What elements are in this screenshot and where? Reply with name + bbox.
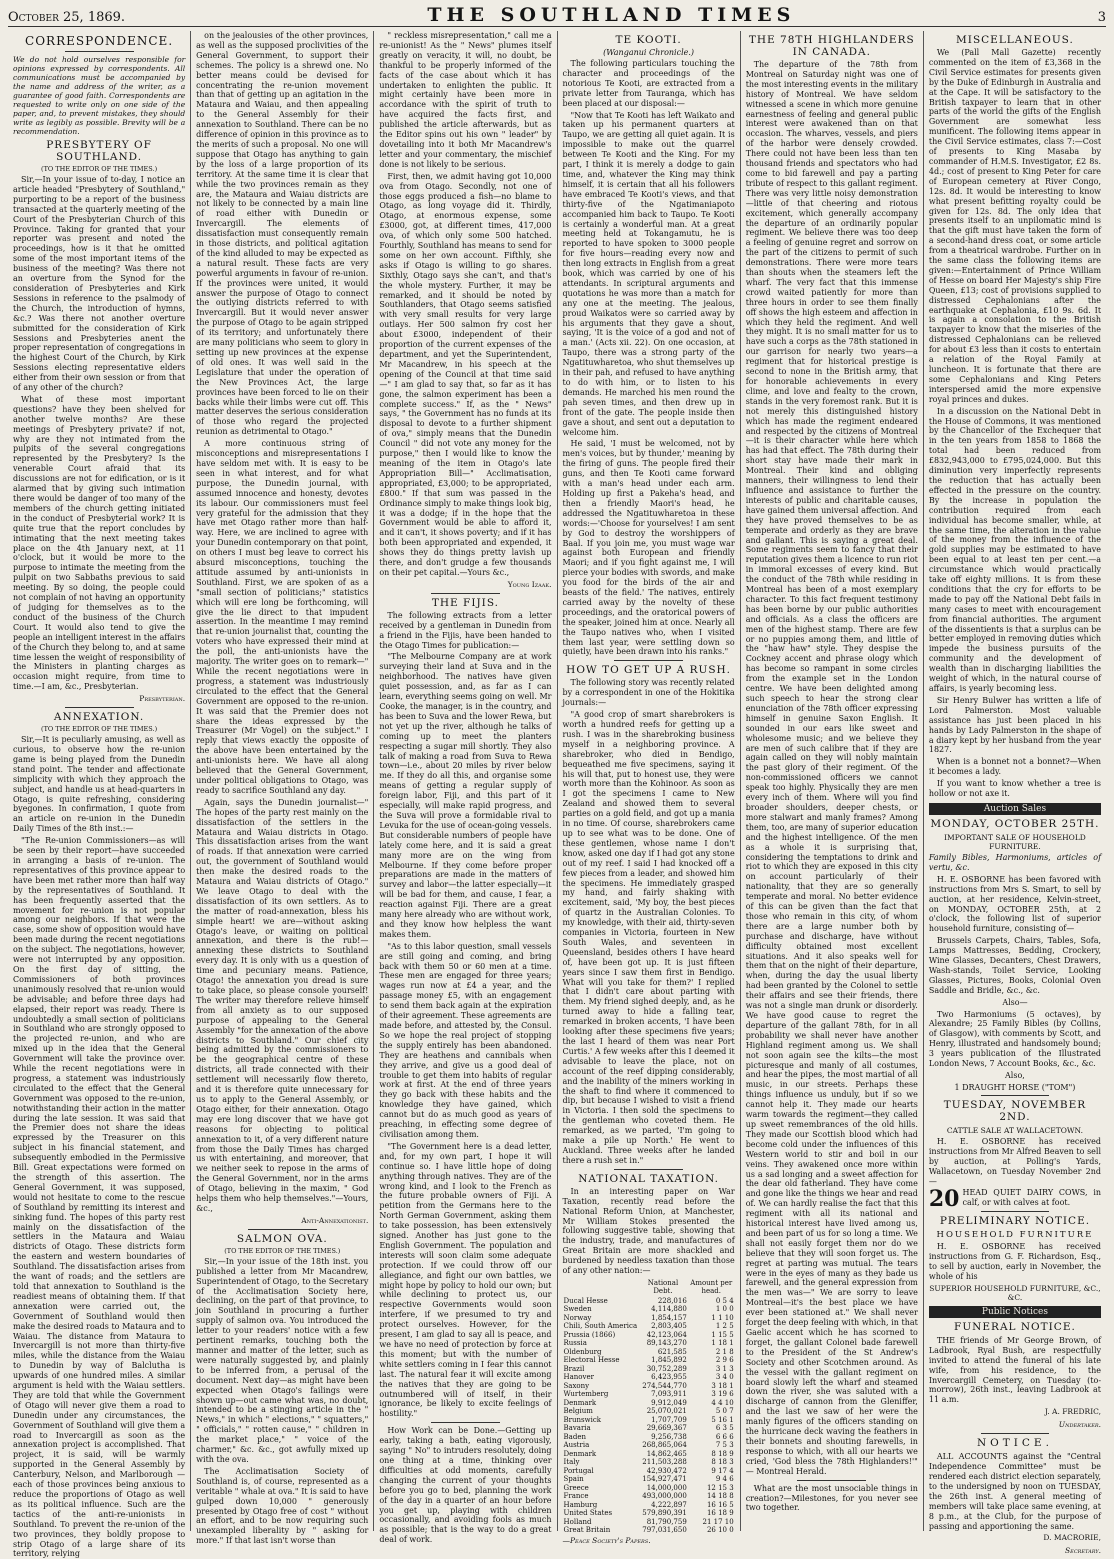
article-subheading: (TO THE EDITOR OF THE TIMES.) — [41, 165, 158, 173]
article-heading: THE FIJIS. — [431, 596, 499, 609]
sale-date: TUESDAY, NOVEMBER 2ND. — [943, 1098, 1087, 1123]
cell-debt: 154,927,471 — [642, 1475, 687, 1484]
paragraph: The following story was recently related by a correspondent in one of the Hokitika journals:— — [562, 678, 735, 708]
ad-text: H. E. OSBORNE has received instructions from Mr Alfred Beaven to sell by auction, at Polling's Yards, Wallacetown, on Tuesday November 2nd— — [928, 1136, 1102, 1186]
divider — [65, 707, 134, 708]
cell-debt: 42,123,064 — [646, 1330, 687, 1339]
cell-amount: 9 4 6 — [715, 1475, 734, 1484]
cell-amount: 3 19 6 — [711, 1390, 734, 1399]
table-row — [563, 1305, 735, 1314]
cell-amount: 21 17 10 — [702, 1517, 734, 1526]
table-row — [563, 1314, 735, 1323]
cell-country: Chili, South America — [563, 1322, 638, 1331]
divider — [981, 1211, 1050, 1212]
editor-note: We do not hold ourselves responsible for opinions expressed by correspondents. All communications must be accompanied by the name and address of the writer, as a guarantee of good faith. Correspondents are requested to write only on one side of the paper, and, to prevent mistakes, they should write as legibly as possible. Brevity will be a recommendation. — [13, 55, 186, 136]
cell-country: Baden — [563, 1432, 586, 1441]
table-row — [563, 1484, 735, 1493]
article-heading: MISCELLANEOUS. — [956, 34, 1074, 46]
signature: Anti-Annexationist. — [301, 1215, 369, 1225]
signature: Young Izaak. — [507, 579, 552, 589]
cell-amount: 0 5 4 — [715, 1296, 734, 1305]
paragraph: "The Melbourne Company are at work surveying their land at Suva and in the neighborhood. The natives have given quiet possession, and, as far as I can learn, everything seems going on well. Mr Cooke, the manager, is in the country, and has been to Suva and the lower Rewa, but not yet up the river, although he talks of coming up to meet the planters respecting a sugar mill shortly. They also talk of making a road from Suva to Rewa town—i.e., about 20 miles by river below me. If they do all this, and organise some means of getting a regular supply of foreign labor, Fiji, and this part of it especially, will make rapid progress, and the Suva will prove a formidable rival to Levuka for the use of ocean-going vessels. But considerable numbers of people have lately come here, and it is said a great many more are on the wing from Melbourne. If they come before proper preparations are made in the matters of survey and labor—the latter especially—it will be bad for them, and cause, I fear, a reaction against Fiji. There are a great many here already who are without work, and they know how helpless the want makes them. — [379, 652, 552, 939]
cell-country: Holland — [563, 1517, 592, 1526]
column-4 — [558, 31, 741, 1545]
divider — [981, 1433, 1050, 1434]
table-row — [563, 1390, 735, 1399]
cell-amount: 16 16 5 — [706, 1500, 734, 1509]
ad-text: HEAD QUIET DAIRY COWS, in calf, or with calves at foot. — [962, 1188, 1102, 1208]
article-heading: ANNEXATION. — [53, 711, 145, 724]
signature-title: Undertaker. — [1058, 1420, 1102, 1430]
divider — [614, 660, 683, 661]
column-6 — [924, 31, 1106, 1556]
table-row — [563, 1424, 735, 1433]
cell-debt: 14,000,000 — [646, 1483, 687, 1492]
paragraph: The following particulars touching the character and proceedings of the notorious Te Kooti, are extracted from a private letter from Tauranga, which has been placed at our disposal:— — [562, 59, 735, 108]
article-subheading: (TO THE EDITOR OF THE TIMES.) — [41, 725, 158, 734]
divider — [65, 51, 134, 52]
table-row — [563, 1518, 735, 1527]
cell-country: United States — [563, 1509, 613, 1518]
table-row — [563, 1399, 735, 1408]
cell-amount: 8 18 9 — [711, 1449, 734, 1458]
cell-amount: 12 15 3 — [706, 1483, 734, 1492]
ad-heading: CATTLE SALE AT WALLACETOWN. — [946, 1125, 1084, 1135]
cell-country: Sweden — [563, 1305, 592, 1314]
table-row — [563, 1339, 735, 1348]
cell-country: Portugal — [563, 1466, 594, 1475]
ad-text: H. E. OSBORNE has received instructions from G. F. Richardson, Esq., to sell by auction, early in November, the whole of his — [928, 1242, 1102, 1281]
table-row — [563, 1331, 735, 1340]
cell-debt: 81,790,759 — [646, 1517, 687, 1526]
cell-debt: 9,912,049 — [651, 1398, 687, 1407]
cell-debt: 268,865,064 — [642, 1441, 687, 1450]
cell-country: Oldenburg — [563, 1347, 602, 1356]
cell-debt: 4,222,897 — [651, 1500, 687, 1509]
paragraph: The following extracts from a letter received by a gentleman in Dunedin from a friend in the Fijis, have been handed to the Otago Times for publication:— — [379, 610, 552, 650]
signature-title: Secretary. — [1065, 1546, 1102, 1556]
cell-debt: 6,423,955 — [651, 1373, 687, 1382]
ad-text: THE friends of Mr George Brown, of Ladbrook, Ryal Bush, are respectfully invited to attend the funeral of his late wife, from his residence, to the Invercargill Cemetery, on Tuesday (to-morrow), 26th inst., leaving Ladbrook at 11 a.m. — [928, 1335, 1102, 1405]
cell-amount: 1 0 0 — [715, 1305, 734, 1314]
cell-amount: 16 18 9 — [706, 1509, 734, 1518]
cell-country: Denmark — [563, 1398, 597, 1407]
table-row — [563, 1297, 735, 1306]
table-row — [563, 1467, 735, 1476]
masthead — [8, 4, 1106, 27]
cell-debt: 579,890,391 — [642, 1509, 687, 1518]
ad-heading: NOTICE. — [976, 1437, 1053, 1450]
debt-table — [563, 1278, 735, 1535]
paragraph: The departure of the 78th from Montreal on Saturday night was one of the most interesting events in the military history of Montreal. We have seldom witnessed a scene in which more genuine earnestness of feeling and general public interest were awakened than on that occasion. The wharves, vessels, and piers of the harbor were densely crowded. There could not have been less than ten thousand friends and spectators who had come to bid farewell and pay a parting tribute of respect to this gallant regiment. There was very little noisy demonstration—little of that cheering and riotous excitement, which generally accompany the departure of an ordinarily popular regiment. We believe there was too deep a feeling of genuine regret and sorrow on the part of the citizens to permit of such demonstrations. There were more tears than shouts when the steamers left the wharf. The very fact that this immense crowd waited patiently for more than three hours in order to see them finally off shows the high esteem and affection in which they held the regiment. And well they might. It is no small matter for us to have such a corps as the 78th stationed in our garrison for nearly two years—a regiment that for historical prestige is second to none in the British army, that for honorable achievements in every clime, and love and fealty to the crown, stands in the very foremost rank. But it is not merely this distinguished history which has made the regiment endeared and respected by the citizens of Montreal—it is their character while here which has had that effect. The 78th during their short stay have made their mark in Montreal. Their kind and obliging manners, their willingness to lend their influence and assistance to further the interests of public and charitable causes, have gained them universal affection. And they have proved themselves to be as temperate and orderly as they are brave and gallant. This is saying a great deal. Some regiments seem to fancy that their reputation gives them a licence to run riot in immoral excesses of every kind. But the conduct of the 78th while residing in Montreal has been of a most exemplary character. To this fact frequent testimony has been borne by our public authorities and officials. As a class the officers are men of the highest stamp. There are few or no puppies among them, and little of the "haw haw" style. They despise the Cockney accent and phrase ology which has become so rampant in some circles from the example set in the London centre. We have been delighted among such speech to hear the strong clear enunciation of the 78th officer expressing himself in genuine Saxon English. It sounded in our ears like sweet and wholesome music; and we believe they are men of such calibre that if they are again called on they will nobly maintain the past glory of their regiment. Of the non-commissioned officers we cannot speak too highly. Physically they are men every inch of them. Where will you find broader shoulders, deeper chests, or more stalwart and manly frames? Among them, too, are many of superior education and the highest intelligence. Of the men as a whole it is surprising that, considering the temptations to drink and riot to which they are exposed in this city on account particularly of their nationality, that they are so generally temperate and moral. No better evidence of this can be given than the fact that those who remain in this city, of whom there are a large number both by purchase and discharge, have without difficulty obtained most excellent situations. And it also speaks well for them that on the night of their departure, when, during the day the usual liberty had been granted by the Colonel to settle their affairs and see their friends, there was not a single man drunk or disorderly. We have good cause to regret the departure of the gallant 78th, for in all probability we shall never have another Highland regiment among us. We shall not soon again see the kilts—the most picturesque and manly of all costumes, and hear the pipes, the most martial of all music, in our streets. Perhaps these things influence us unduly, but if so we cannot help it. They made our hearts warm towards the regiment—they called up sweet remembrances of the old hills. They made our Scottish blood which had become cold under the influences of this Western world to stir and boil in our veins. They awakened once more within us a sad longing and a sweet affection for the dear old fatherland. They have come and gone like the things we hear and read of. We can hardly realise the fact that this regiment with all its national and historical interest have lived among us, and been part of us for so long a time. We shall not easily forget them nor do we believe that they will soon forget us. The regret at parting was mutual. The tears were in the eyes of many as they bade us farewell, and the general expression from the men was—" We are sorry to leave Montreal—it's the best place we have ever been stationed at." We shall never forget the deep feeling with which, in that Gaelic accent which he has scorned to forget, the gallant Colonel bade farewell to the President of the St Andrew's Society and other Scotchmen around. As the vessel with the gallant regiment on board slowly left the wharf and steamed down the river, she was saluted with a discharge of cannon from the Gleniffer, and the last we saw of her were the manly figures of the officers standing on the hurricane deck waving the feathers in their bonnets and shouting farewells, in response to which, with all our hearts we cried, 'God bless the 78th Highlanders!'" — Montreal Herald. — [745, 60, 918, 1476]
cell-amount: 3 1 3 — [715, 1364, 734, 1373]
cell-debt: 42,930,472 — [646, 1466, 687, 1475]
paragraph: How Work can be Done.—Getting up early, taking a bath, eating vigorously, saying " No" to intruders resolutely, doing one thing at a time, thinking over difficulties at odd moments, carefully changing the current of your thoughts before you go to bed, planning the work of the day in a quarter of an hour before you get up, playing with children occasionally, and avoiding fools as much as possible; that is the way to do a great deal of work. — [379, 1426, 552, 1545]
cell-amount: 5 16 1 — [711, 1415, 734, 1424]
cell-debt: 797,031,650 — [642, 1526, 687, 1535]
paragraph: In an interesting paper on War Taxation, recently read before the National Reform Union, at Manchester, Mr William Stokes presented the following suggestive table, showing that the industry, trade, and manufactures of Great Britain are more shackled and burdened by needless taxation than those of any other nation:— — [562, 1186, 735, 1276]
cell-debt: 274,544,770 — [642, 1381, 687, 1390]
cell-amount: 3 4 0 — [715, 1373, 734, 1382]
table-header-amount: Amount per head. — [690, 1278, 733, 1296]
sale-date: MONDAY, OCTOBER 25TH. — [930, 817, 1100, 830]
cell-amount: 6 3 5 — [715, 1424, 734, 1433]
table-row — [563, 1348, 735, 1357]
table-row — [563, 1450, 735, 1459]
cell-debt: 1,707,709 — [651, 1415, 687, 1424]
paragraph: In a discussion on the National Debt in the House of Commons, it was mentioned by the Chancellor of the Exchequer that in the ten years from 1858 to 1868 the total had been reduced from £832,943,000 to £795,024,000. But this diminution very imperfectly represents the reduction that has actually been effected in the pressure on the country. By the increase in population the contribution required from each individual has become smaller, while, at the same time, the alteration in the value of the money from the influence of the gold supplies may be estimated to have been equal to at least ten per cent.—a circumstance which would practically take off eighty millions. It is from these conditions that the cry for efforts to be made to pay off the National Debt fails in many cases to meet with encouragement from financial authorities. The argument of the dissentients is that a surplus can be better employed in removing duties which impede the business pursuits of the community and the development of wealth than in discharging liabilities the weight of which, in the natural course of affairs, is yearly becoming less. — [928, 406, 1102, 693]
paragraph: " reckless misrepresentation," call me a re-unionist! As the " News" plumes itself greatly on veracity, it will, no doubt, be thankful to be properly informed of the facts of the case about which it has undertaken to enlighten the public. It might certainly have been more in accordance with the spirit of truth to have acquired the facts first, and published the article afterwards, but as the Editor spins out his own " leader" by dovetailing into it both Mr Macandrew's letter and your commentary, the mischief done is not likely to be serious. — [379, 31, 552, 169]
cell-country: Belgium — [563, 1407, 593, 1416]
cell-amount: 2 9 6 — [715, 1356, 734, 1365]
cell-amount: 26 10 0 — [706, 1526, 734, 1535]
columns — [8, 31, 1106, 1559]
article-heading: TE KOOTI. — [615, 34, 682, 46]
table-row — [563, 1407, 735, 1416]
article-heading: SALMON OVA. — [236, 1232, 328, 1245]
table-row — [563, 1373, 735, 1382]
cell-country: France — [563, 1492, 589, 1501]
cell-country: Great Britain — [563, 1526, 611, 1535]
column-2 — [191, 31, 374, 1546]
column-3 — [374, 31, 557, 1545]
table-row — [563, 1509, 735, 1518]
table-row — [563, 1441, 735, 1450]
cell-amount: 4 4 10 — [711, 1398, 734, 1407]
cell-debt: 9,256,738 — [651, 1432, 687, 1441]
article-subheading: (TO THE EDITOR OF THE TIMES.) — [224, 1246, 341, 1255]
paragraph: on the jealousies of the other provinces, as well as the supposed proclivities of the General Government, to support their schemes. The policy is a shrewd one. No better means could be devised for concentrating the re-union movement than that of getting up an agitation in the Mataura and Waiau, and then appealing to the General Assembly for their annexation to Southland. There can be no difference of opinion in this province as to the merits of such a proposal. No one will suppose that Otago has anything to gain by the loss of a large proportion of its territory. At the same time it is clear that while the two provinces remain as they are, the Mataura and Waiau districts are not likely to be connected by a main line of road either with Dunedin or Invercargill. The elements of dissatisfaction must consequently remain in those districts, and political agitation of the kind alluded to may be expected as a natural result. These facts are very powerful arguments in favour of re-union. If the provinces were united, it would answer the purpose of Otago to connect the outlying districts referred to with Invercargill. But it would never answer the purpose of Otago to be again stripped of its territory; and unfortunately there are many politicians who seem to glory in setting up new provinces at the expense of old ones. It was well said in the Legislature that under the operation of the New Provinces Act, the large provinces have been forced to lie on their backs while their limbs were cut off. This matter deserves the serious consideration of those who regard the projected reunion as detrimental to Otago." — [196, 31, 369, 437]
article-heading: NATIONAL TAXATION. — [578, 1172, 719, 1185]
cell-amount: 14 18 8 — [706, 1492, 734, 1501]
cow-count-block — [928, 1186, 1102, 1213]
paragraph: We (Pall Mall Gazette) recently commented on the item of £3,368 in the Civil Service estimates for presents given by the Duke of Edinburgh in Australia and at the Cape. It will be satisfactory to the British taxpayer to learn that in other parts of the world the gifts of the English Government are somewhat less munificent. The following items appear in the Civil Service estimates, class 7:—Cost of presents to King Masaba by commander of H.M.S. Investigator, £2 8s. 4d.; cost of present to King Peter for care of European cemetery at River Congo, 12s. 8d. It would be interesting to know what present befitting royalty could be given for 12s. 8d. The only idea that presents itself to an unpilomatic mind is that the gift must have taken the form of a second-hand dress coat, or some article from a theatrical wardrobe. Further on in the same class the following items are given:—Entertainment of Prince William of Hesse on board Her Majesty's ship Fire Queen, £13; cost of provisions supplied to distressed Cephalonians after the earthquake at Cephalonia, £10 9s. 6d. It is again a consolation to the British taxpayer to know that the miseries of the distressed Cephalonians can be relieved for about £3 less than it costs to entertain a relation of the Royal Family at luncheon. It is fortunate that there are some Cephalonians and King Peters interspersed amid the more expensive royal princes and dukes. — [928, 48, 1102, 404]
cell-amount: 8 18 3 — [711, 1458, 734, 1467]
cell-amount: 9 17 4 — [711, 1466, 734, 1475]
article-source: (Wanganui Chronicle.) — [603, 48, 695, 57]
ad-heading: PRELIMINARY NOTICE. — [939, 1215, 1091, 1228]
cell-country: Electoral Hesse — [563, 1356, 620, 1365]
cell-amount: 2 1 8 — [715, 1347, 734, 1356]
divider — [981, 1095, 1050, 1096]
table-row — [563, 1356, 735, 1365]
paragraph: When is a bonnet not a bonnet?—When it becomes a lady. — [928, 757, 1102, 777]
paragraph: "The Re-union Commissioners—as will be seen by their report—have succeeded in arranging a basis of re-union. The representatives of this province appear to have been met rather more than half way by the representatives of Southland. It has been frequently asserted that the movement for re-union is not popular among our neighbors. If that were the case, some show of opposition would have been made during the recent negotiations on the subject. The negotiations, however, were not interrupted by any opposition. On the first day of sitting, the Commissioners of both provinces unanimously resolved that re-union would be advisable; and before three days had elapsed, their report was ready. There is undoubtedly a small section of politicians in Southland who are strongly opposed to the projected re-union, and who are mixed up in the idea that the General Government will take the province over. While the recent negotiations were in progress, a statement was industriously circulated to the effect that the General Government was opposed to the re-union, notwithstanding their action in the matter during the late session. It was said that the Premier does not share the ideas expressed by the Treasurer on this subject in his financial statement, and subsequently embodied in the Permissive Bill. Great expectations were formed on the strength of this assertion. The General Government, it was supposed, would not hesitate to come to the rescue of Southland by remitting its interest and sinking fund. The hopes of this party rest mainly on the dissatisfaction of the settlers in the Mataura and Waiau districts of Otago. These districts form the eastern and western boundaries of Southland. The dissatisfaction arises from the want of roads; and the settlers are told that annexation to Southland is the readiest means of obtaining them. If that annexation were carried out, the Government of Southland would then make the desired roads to Mataura and to Waiau. The distance from Mataura to Invercargill is not more than thirty-five miles, while the distance from the Waiau to Dunedin by way of Balclutha is upwards of one hundred miles. A similar argument is held with the Waiau settlers. They are told that while the Government of Otago will never give them a road to Dunedin under any circumstances, the Government of Southland will give them a road to Invercargill as soon as the annexation project is accomplished. That project, it is said, will be warmly supported in the General Assembly by Canterbury, Nelson, and Marlborough — each of those provinces being anxious to reduce the proportions of Otago as well as its political influence. Such are the tactics of the anti-re-unionists in Southland. To prevent the re-union of the two provinces, they boldly propose to strip Otago of a large share of its territory, relying — [13, 836, 186, 1559]
divider — [797, 1480, 866, 1481]
cell-amount: 1 15 5 — [711, 1330, 734, 1339]
cell-country: Denmark — [563, 1449, 597, 1458]
article-heading: HOW TO GET UP A RUSH. — [566, 664, 732, 677]
cell-country: Russia — [563, 1339, 587, 1348]
divider — [431, 1422, 500, 1423]
cell-amount: 3 18 1 — [711, 1381, 734, 1390]
cell-debt: 7,093,911 — [651, 1390, 687, 1399]
cell-amount: 7 5 3 — [715, 1441, 734, 1450]
paragraph: "Now that Te Kooti has left Waikato and taken up his permanent quarters at Taupo, we are getting all quiet again. It is impossible to make out the quarrel between Te Kooti and the King. For my part, I think it is merely a dodge to gain time, and, whatever the King may think himself, it is certain that all his followers have embraced Te Kooti's views, and that thirty-five of the Ngatimaniapoto accompanied him back to Taupo. Te Kooti is certainly a wonderful man. At a great meeting held at Tokangamutu, he is reported to have spoken to 3000 people for five hours—reading every now and then long extracts in English from a great book, which was carried by one of his attendants. In scriptural arguments and quotations he was more than a match for any one at the meeting. The jealous, proud Waikatos were so carried away by his arguments that they gave a shout, saying, 'It is the voice of a god and not of a man.' (Acts xii. 22). On one occasion, at Taupo, there was a strong party of the Ngatituwharetoa, who shut themselves up in their pah, and refused to have anything to do with him, or to listen to his demands. He marched his men round the pah seven times, and then drew up in front of the gate. The people inside then gave a shout, and sent out a deputation to welcome him. — [562, 110, 735, 437]
cow-count: 20 — [928, 1186, 960, 1213]
table-row — [563, 1365, 735, 1374]
table-row — [563, 1433, 735, 1442]
article-heading: THE 78TH HIGHLANDERS IN CANADA. — [748, 34, 915, 58]
paragraph: A more continuous string of misconceptions and misrepresentations I have seldom met with. It is easy to be seen in what interest, and for what purpose, the Dunedin journal, with assumed innocence and honesty, devotes its labour. Our commissioners must feel very grateful for the admission that they have met Otago rather more than half-way. Here, we are inclined to agree with your Dunedin contemporary on that point, on others I must beg leave to correct his absurd misconceptions, touching the attitude assumed by anti-unionists in Southland. First, we are spoken of as a "small section of politicians;" statistics which will ere long be forthcoming, will give the lie direct to that impudent assertion. In the meantime I may remind that re-union journalist that, counting the voters who have expressed their mind at the poll, the anti-unionists have the majority. The writer goes on to remark—" While the recent negotiations were in progress, a statement was industriously circulated to the effect that the General Government are opposed to the re-union. It was said that the Premier does not share the ideas expressed by the Treasurer (Mr Vogel) on the subject." I reply that views exactly the opposite of the above have been entertained by the anti-unionists here. We have all along believed that the General Government, under political obligations to Otago, was ready to sacrifice Southland any day. — [196, 439, 369, 795]
cell-debt: 29,669,367 — [646, 1424, 687, 1433]
table-row — [563, 1501, 735, 1510]
paragraph: What of these most important questions? have they been shelved for another twelve months? Are these meetings of Presbytery private? if not, why are they not intimated from the pulpits of the several congregations represented by the Presbytery? Is the venerable Court afraid that its discussions are not for edification, or is it alarmed that by giving such intimation there would be danger of too many of the members of the church getting initiated in the conduct of Presbyterial work? It is quite true that the report concludes by intimating that the next meeting takes place on the 4th January next, at 11 o'clock, but it would be more to the purpose to intimate the meeting from the pulpit on two Sabbaths previous to said meeting. By so doing, the people could not complain of not having an opportunity of judging for themselves as to the conduct of the business of the Church Court. It would also tend to give the people an intelligent interest in the affairs of the Church they belong to, and at same time lessen the weight of responsibility of the Ministers in planting charges as occasion might require, from time to time.—I am, &c., Presbyterian. — [13, 394, 186, 692]
paragraph: First, then, we admit having got 10,000 ova from Otago. Secondly, not one of those eggs produced a fish—no blame to Otago, as long voyage did it. Thirdly, Otago, at enormous expense, some £3000, got, at different times, 417,000 ova, of which only some 500 hatched. Fourthly, Southland has means to send for some on her own account. Fifthly, she asks if Otago is willing to go shares. Sixthly, Otago says she can't, and that's the whole mystery. Further, it may be remarked, and it should be noted by Southlanders, that Otago seems satisfied with very small results for very large outlays. Her 500 salmon fry cost her about £3000, independent of their proportion of the current expenses of the department, and yet the Superintendent, Mr Macandrew, in his speech at the opening of the Council at that time said—" I am glad to say that, so far as it has gone, the salmon experiment has been a complete success." If, as the " News" says, " the Government has no funds at its disposal to devote to a further shipment of ova," simply means that the Dunedin Council " did not vote any money for the purpose," then I would like to know the meaning of the item in Otago's late Appropriation Bill—" Acclimatisation, appropriated, £3,000; to be appropriated, £800." If that sum was passed in the Ordinance simply to make things look big, it was a dodge; if in the hope that the Government would be able to afford it, and it can't, it shows poverty; and if it has both been appropriated and expended, it shows they do things pretty lavish up there, and don't grudge a few thousands on their pet capital.—Yours &c., — [379, 171, 552, 577]
cell-debt: 4,114,880 — [651, 1305, 687, 1314]
cell-debt: 89,143,270 — [646, 1339, 687, 1348]
paragraph: Again, says the Dunedin journalist—" The hopes of the party rest mainly on the dissatisfaction of the settlers in the Mataura and Waiau districts in Otago. This dissatisfaction arises from the want of roads. If that annexation were carried out, the government of Southland would then make the desired roads to the Mataura and Waiau districts of Otago." We leave Otago to deal with the dissatisfaction of its own settlers. As to the matter of road-annexation, bless his simple heart! we are—without asking Otago's leave, or waiting on political annexation, and there is the rub!—annexing these districts to Southland every day. It is only with us a question of time and pecuniary means. Patience, Otago! the annexation you dread is sure to take place, so please console yourself! The writer may therefore relieve himself from all anxiety as to our supposed purpose of appealing to the General Assembly "for the annexation of the above districts to Southland." Our chief city being admitted by the commissioners to be the geographical centre of these districts, all trade connected with their settlement will necessarily flow thereto, and it is therefore quite unnecessary for us to apply to the General Assembly, or Otago either, for their annexation. Otago may ere long discover that we have got reasons for objecting to political annexation to it, of a very different nature from those the Daily Times has charged us with entertaining, and moreover, that we neither seek to repose in the arms of the General Government, nor in the arms of Otago, believing in the maxim, " God helps them who help themselves."—Yours, &c., — [196, 797, 369, 1213]
cell-debt: 14,862,465 — [646, 1449, 687, 1458]
ad-heading: IMPORTANT SALE OF HOUSEHOLD FURNITURE. — [944, 832, 1086, 851]
cell-country: Wurtemberg — [563, 1390, 609, 1399]
column-5 — [741, 31, 924, 1531]
ad-heading: FUNERAL NOTICE. — [954, 1320, 1076, 1333]
divider — [614, 1169, 683, 1170]
cell-country: Austria — [563, 1441, 590, 1450]
table-header-debt: National Debt. — [647, 1278, 679, 1296]
cell-amount: 5 0 7 — [715, 1407, 734, 1416]
cell-debt: 2,803,405 — [651, 1322, 687, 1331]
cell-country: Brunswick — [563, 1415, 602, 1424]
ad-item: 1 DRAUGHT HORSE ("TOM") — [954, 1082, 1076, 1092]
cell-debt: 211,503,288 — [642, 1458, 687, 1467]
cell-country: Bavaria — [563, 1424, 591, 1433]
paragraph: If you want to know whether a tree is hollow or not axe it. — [928, 779, 1102, 799]
auction-sales-banner: Auction Sales — [929, 803, 1101, 815]
paragraph: What are the most unsociable things in creation?—Milestones, for you never see two together. — [745, 1483, 918, 1513]
section-heading: CORRESPONDENCE. — [25, 34, 174, 48]
cell-country: Ducal Hesse — [563, 1296, 608, 1305]
cell-debt: 30,752,289 — [646, 1364, 687, 1373]
cell-amount: 1 2 5 — [715, 1322, 734, 1331]
cell-country: Spain — [563, 1475, 584, 1484]
cell-country: Brazil — [563, 1364, 585, 1373]
cell-country: Hanover — [563, 1373, 594, 1382]
ad-text: Also— — [1002, 997, 1028, 1007]
issue-date: October 25, 1869. — [8, 10, 126, 25]
paragraph: Sir,—In your issue of to-day, I notice an article headed "Presbytery of Southland," purporting to be a report of the business transacted at the quarterly meeting of the Court of the Presbyterian Church of this Province. Taking for granted that your reporter was present and noted the proceedings, how is it that he omitted some of the most important items of the business of the meeting? Was there not an overture from the Synod for the consideration of Presbyteries and Kirk Sessions in reference to the psalmody of the Church, the introduction of hymns, &c.? Was there not another overture submitted for the consideration of Kirk Sessions and Presbyteries anent the proper representation of congregations in the highest Court of the Church, by Kirk Sessions electing representative elders either from their own session or from that of any other of the church? — [13, 175, 186, 393]
table-row — [563, 1475, 735, 1484]
page-number: 3 — [1097, 10, 1106, 25]
paragraph: "As to this labor question, small vessels are still going and coming, and bring back with them 50 or 60 men at a time. These men are engaged for three years; wages run now at £4 a year, and the passage money £5, with an engagement to send them back again at the expiration of their agreement. These agreements are made before, and attested by, the Consul. So we hope the real project of stopping the supply entirely has been abandoned. They are heathens and cannibals when they arrive, and give us a good deal of trouble to get them into habits of regular work at first. At the end of three years they go back with these habits and the knowledge they have gained, which cannot but do as much good as years of preaching, in effecting some degree of civilisation among them. — [379, 941, 552, 1139]
signature: D. MACRORIE, — [1043, 1533, 1102, 1543]
table-row — [563, 1458, 735, 1467]
divider — [431, 593, 500, 594]
cell-debt: 621,585 — [657, 1347, 687, 1356]
signature: J. A. FREDRIC, — [1044, 1407, 1102, 1417]
cell-country: Norway — [563, 1313, 592, 1322]
cell-country: Greece — [563, 1483, 589, 1492]
article-heading: PRESBYTERY OF SOUTHLAND. — [46, 139, 152, 163]
paragraph: Sir,—In your issue of the 18th inst. you published a letter from Mr Macandrew, Superintendent of Otago, to the Secretary of the Acclimatisation Society here, declining, on the part of that province, to join Southland in procuring a further supply of salmon ova. You introduced the letter to your readers' notice with a few pertinent remarks, touching both the manner and matter of the letter, such as were naturally suggested by, and plainly to be inferred from, a perusal of the document. Next day—as might have been expected when Otago's failings were shown up—out came what was, no doubt, intended to be a stinging article in the " News," in which " elections," " squatters," " officials," " rotten cause," " children in the market place," " voice of the charmer," &c. &c., got awfully mixed up with the ova. — [196, 1256, 369, 1464]
cell-amount: 1 1 10 — [711, 1313, 734, 1322]
ad-subline: Family Bibles, Harmoniums, articles of vertu, &c. — [928, 852, 1102, 872]
paragraph: "The Government here is a dead letter, and, for my own part, I hope it will continue so. I have little hope of doing anything through natives. They are of the wrong kind, and I look to the French as the future probable owners of Fiji. A petition from the Germans here to the North German Government, asking them to take possession, has been extensively signed. Another has just gone to the English Government. The population and interests will soon claim some adequate protection. If we could throw off our allegiance, and fight our own battles, we might hope by policy to hold our own; but while declining to protect us, our respective Governments would soon interfere, if we presumed to try and protect ourselves. However, for the present, I am glad to say all is peace, and we have no need of protection by force at this moment; but with the number of white settlers coming in I fear this cannot last. The natural fear it will excite among the natives that they are going to be outnumbered will of itself, in their ignorance, be likely to excite feelings of hostility." — [379, 1141, 552, 1419]
cell-debt: 493,000,000 — [642, 1492, 687, 1501]
table-row — [563, 1382, 735, 1391]
cell-debt: 228,016 — [657, 1296, 687, 1305]
cell-debt: 1,854,157 — [651, 1313, 687, 1322]
ad-text: Also, — [1005, 1071, 1025, 1080]
cell-debt: 1,845,892 — [651, 1356, 687, 1365]
ad-text: ALL ACCOUNTS against the "Central Independence Committee" must be rendered each district election separately, to the undersigned by noon on TUESDAY, the 26th inst. A general meeting of members will take place same evening, at 8 p.m., at the Club, for the purpose of passing and apportioning the same. — [928, 1452, 1102, 1531]
signature: Presbyterian. — [139, 694, 186, 704]
cell-country: Prussia (1866) — [563, 1330, 616, 1339]
cell-country: Saxony — [563, 1381, 590, 1390]
debt-table-body — [563, 1297, 735, 1535]
ad-text: H. E. OSBORNE has been favored with instructions from Mrs S. Smart, to sell by auction, at her residence, Kelvin-street, on MONDAY, OCTOBER 25th, at 2 o'clock, the following list of superior household furniture, consisting of— — [928, 874, 1102, 934]
table-row — [563, 1492, 735, 1501]
paragraph: Sir,—It is peculiarly amusing, as well as curious, to observe how the re-union game is being played from the Dunedin stand point. The tender and affectionate simplicity with which they approach the subject, and handle us at head-quarters in Otago, is quite refreshing, considering byegones. In confirmation, I quote from an article on re-union in the Dunedin Daily Times of the 8th inst.:— — [13, 735, 186, 834]
table-row — [563, 1416, 735, 1425]
table-row — [563, 1322, 735, 1331]
cell-debt: 25,070,021 — [646, 1407, 687, 1416]
ad-text: Two Harmoniums (5 octaves), by Alexandre; 25 Family Bibles (by Collins, of Glasgow), with comments by Scott, and Henry, illustrated and handsomely bound; 3 years publication of the Illustrated London News, 7 Account Books, &c., &c. — [928, 1009, 1102, 1069]
table-row — [563, 1526, 735, 1535]
newspaper-title: THE SOUTHLAND TIMES — [427, 4, 796, 26]
ad-text: Brussels Carpets, Chairs, Tables, Sofa, Lamps Mattresses, Bedding, Crockery, Wine Glasses, Decanters, Chest Drawers, Wash-stands, Toilet Service, Looking Glasses, Pictures, Books, Colonial Oven Saddle and Bridle, &c., &c. — [928, 936, 1102, 995]
paragraph: "A good crop of smart sharebrokers is worth a hundred reefs for getting up a rush. I was in the sharebroking business myself in a neighboring province. A sharebroker, who died in Bendigo, bequeathed me five specimens, saying it his will that, put to honest use, they were worth more than the Kohinoor. As soon as I got the specimens I came to New Zealand and showed them to several parties on a gold field, and got up a mania in no time. Of course, sharebrokers came up to see what was to be done. One of these gentlemen, whose name I don't know, asked one day if I had got any stone out of my reef. I said I had knocked off a few pieces from a leader, and showed him the specimens. He immediately grasped my hand, and fairly shaking with excitement, said, 'My boy, the best pieces of quartz in the Australian Colonies. To my knowledge, with their aid, thirty-seven companies in Victoria, fourteen in New South Wales, and seventeen in Queensland, besides others I have heard of, have been got up. It is just fifteen years since I saw them first in Bendigo. What will you take for them?' I replied that I didn't care about parting with them. My friend sighed deeply, and, as he turned away to hide a falling tear, remarked in broken accents, 'I have been looking after these specimens five years; the last I heard of them was near Port Curtis.' A few weeks after this I deemed it advisable to leave the place, not on account of the reef dipping considerably, and the inability of the miners working in the shaft to find where it commenced to dip, but because I wished to visit a friend in Victoria. I then sold the specimens to the gentleman who coveted them. He remarked, as we parted, 'I'm going to make a pile up North.' He went to Auckland. Three weeks after he landed there a rush set in." — [562, 710, 735, 1165]
paragraph: He said, 'I must be welcomed, not by men's voices, but by thunder,' meaning by the firing of guns. The people fired their guns, and then Te Kooti came forward with a man's head under each arm. Holding up first a Pakeha's head, and then a friendly Maori's head, he addressed the Ngatituwharetoa in these words:—'Choose for yourselves! I am sent by God to destroy the worshippers of Baal. If you join me, you must wage war against both European and friendly Maori; and if you fight against me, I will pierce your bodies with swords, and make you food for the birds of the air and beasts of the field.' The natives, entirely carried away by the novelty of these proceedings, and the oratorical powers of the speaker, joined him at once. Nearly all the Taupo natives who, when I visited them last year, were settling down so quietly, have been drawn into his ranks." — [562, 439, 735, 657]
ad-heading: SUPERIOR HOUSEHOLD FURNITURE, &C., &C. — [929, 1283, 1101, 1302]
public-notices-banner: Public Notices — [929, 1306, 1101, 1318]
paragraph: Sir Henry Bulwer has written a life of Lord Palmerston. Most valuable assistance has just been placed in his hands by Lady Palmerston in the shape of a diary kept by her husband from the year 1827. — [928, 695, 1102, 755]
cell-country: Hamburg — [563, 1500, 598, 1509]
divider — [248, 1229, 317, 1230]
cell-amount: 1 18 1 — [711, 1339, 734, 1348]
ad-heading: HOUSEHOLD FURNITURE — [936, 1230, 1094, 1241]
paragraph: The Acclimatisation Society of Southland is, of course, represented as a veritable " whale at ova." It is said to have gulped down 10,000 " generously presented by Otago free of cost " without an effort, and to be now requiring such unexampled liberality by " asking for more." If that last isn't worse than — [196, 1466, 369, 1546]
table-source: —Peace Society's Papers. — [562, 1535, 651, 1545]
cell-amount: 6 6 6 — [715, 1432, 734, 1441]
column-1 — [8, 31, 191, 1559]
cell-country: Italy — [563, 1458, 580, 1467]
